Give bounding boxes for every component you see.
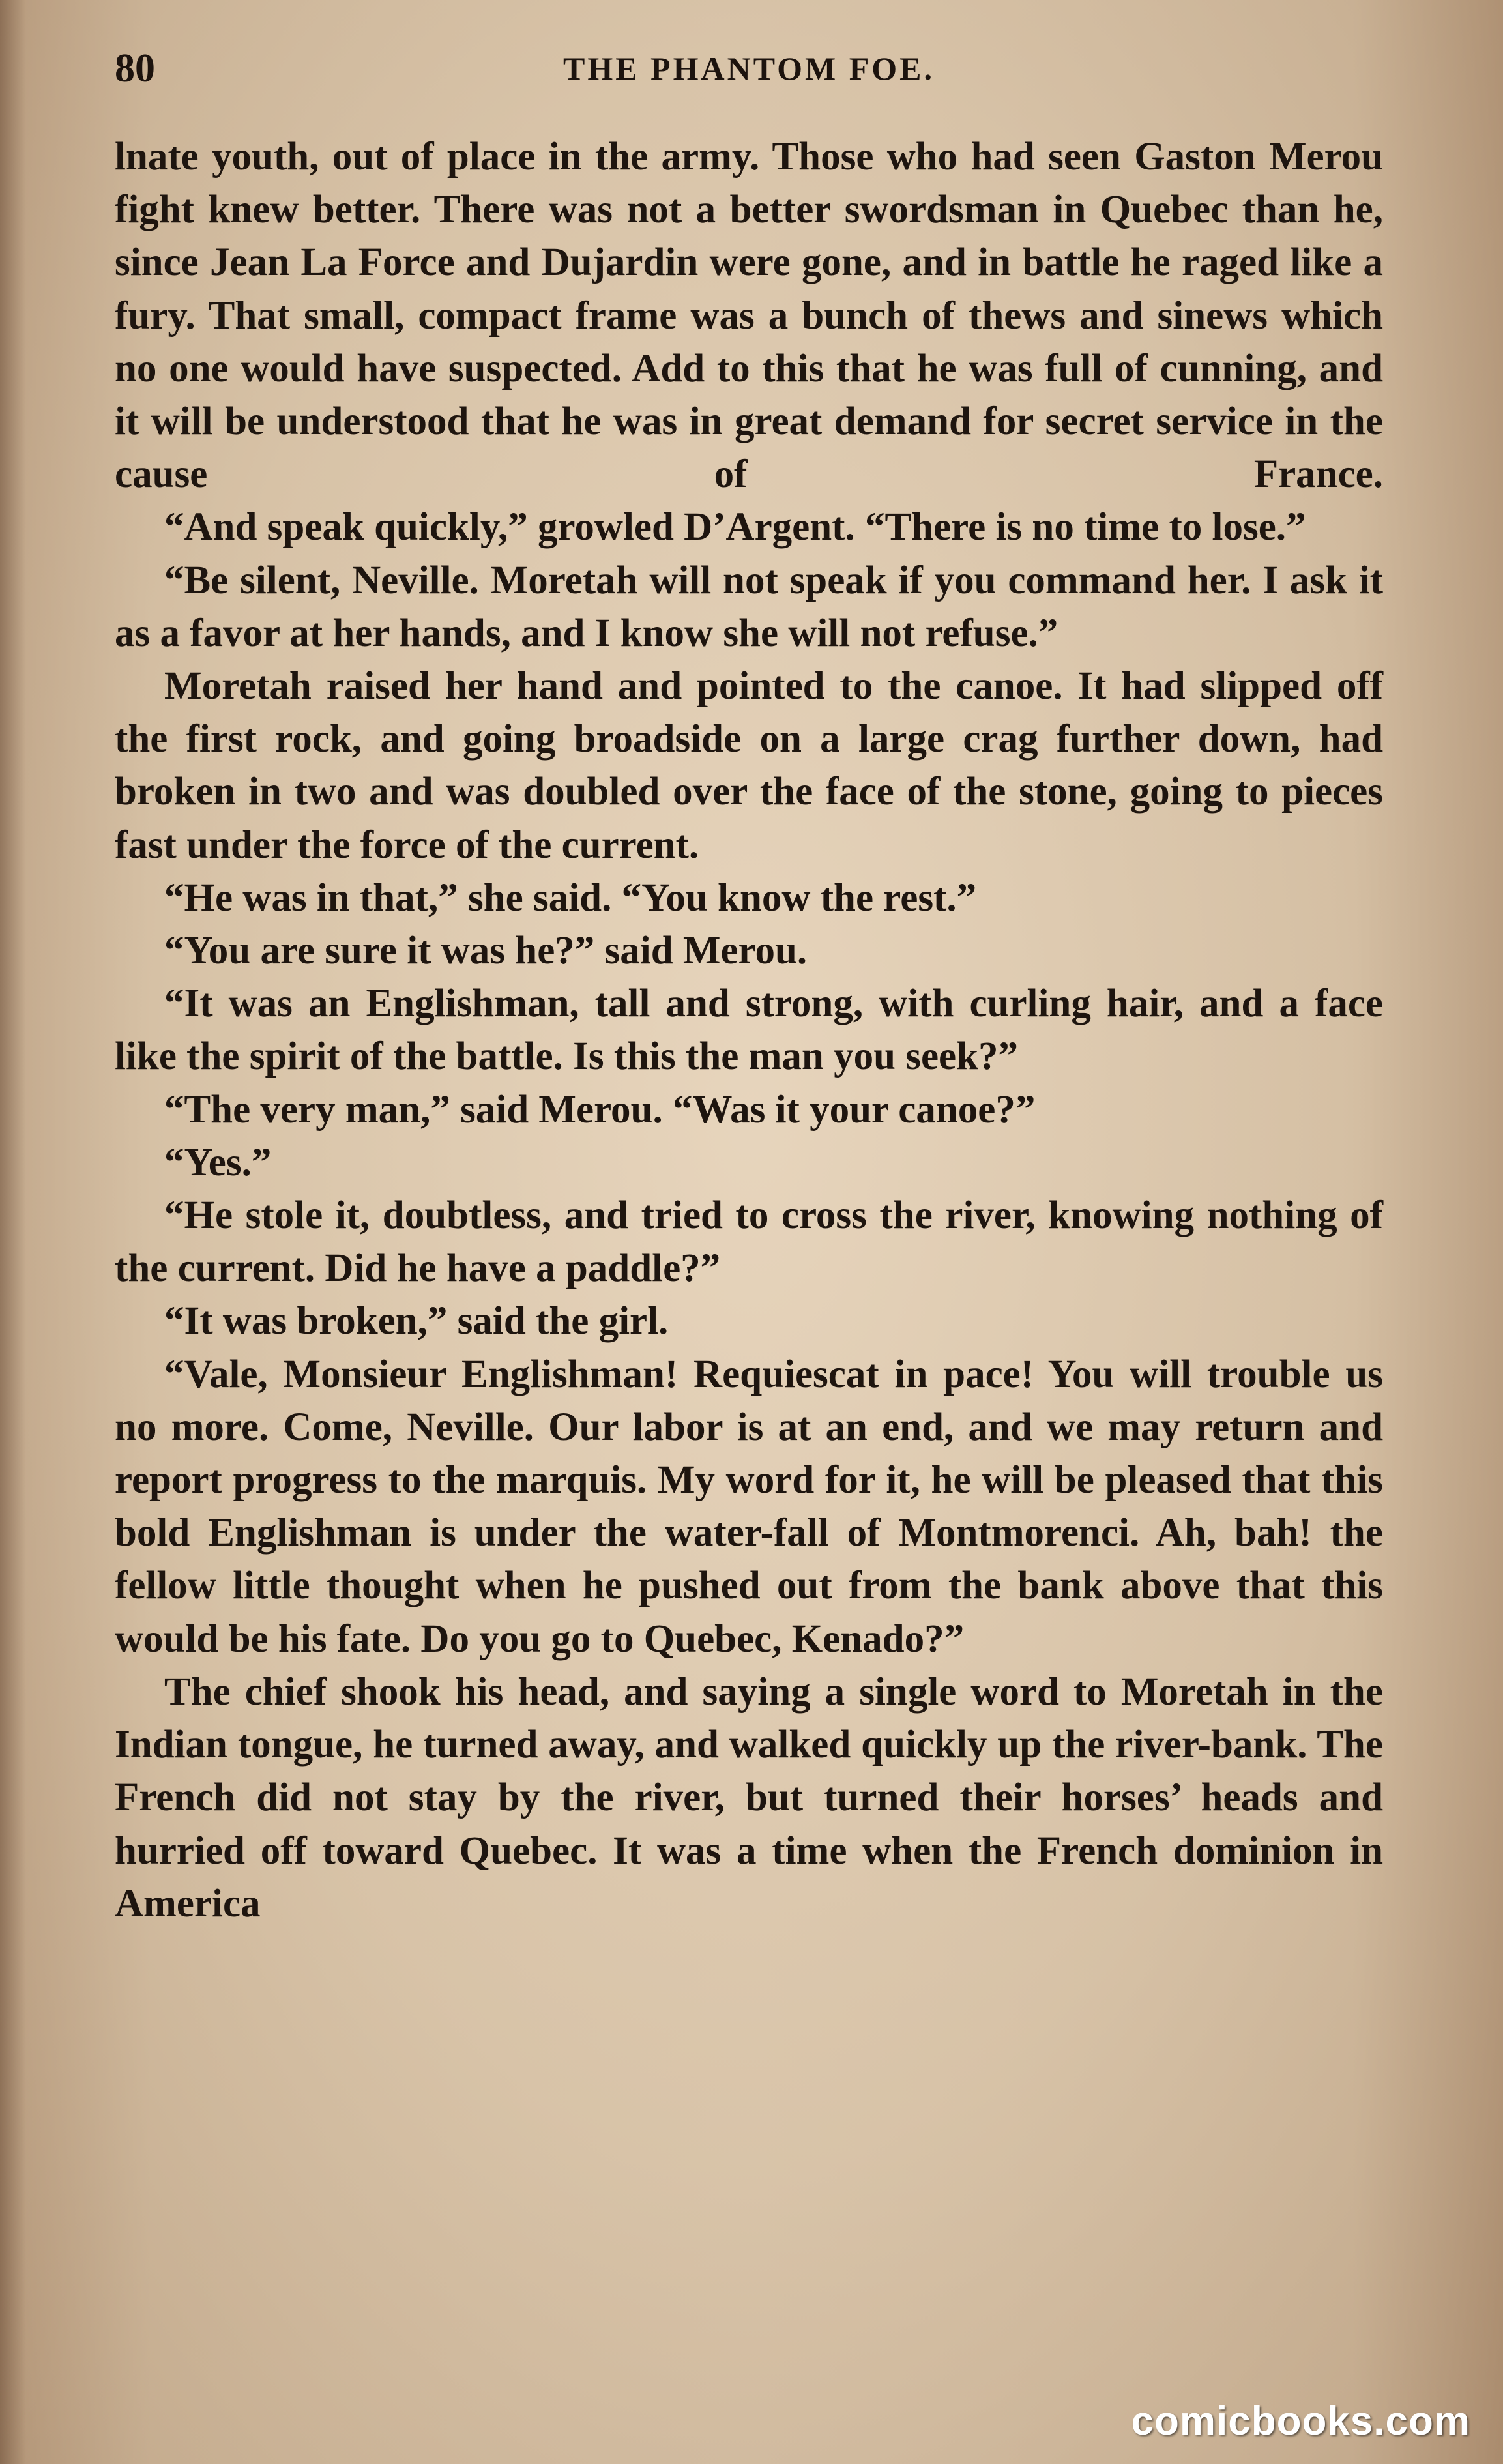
paragraph-3: “Be silent, Neville. Moretah will not speak if you command her. I ask it as a favor at her hands, and I know she will not refuse.” xyxy=(115,558,1383,655)
paragraph-13: The chief shook his head, and saying a single word to Moretah in the Indian tongue, he turned away, and walked quickly up the river-bank. The French did not stay by the river, but turned their horses’ heads and hurried off toward Quebec. It was a time when the French dominion in America xyxy=(115,1669,1383,1926)
paragraph-2: “And speak quickly,” growled D’Argent. “There is no time to lose.” xyxy=(164,505,1306,550)
watermark: comicbooks.com xyxy=(1131,2399,1470,2444)
paragraph-10: “He stole it, doubtless, and tried to cross the river, knowing nothing of the current. Did he have a paddle?” xyxy=(115,1194,1383,1291)
paragraph-5: “He was in that,” she said. “You know the rest.” xyxy=(164,875,977,920)
running-head: THE PHANTOM FOE. xyxy=(562,50,935,87)
paragraph-12: “Vale, Monsieur Englishman! Requiescat in pace! You will trouble us no more. Come, Neville. Our labor is at an end, and we may return and report progress to the marquis. My word for it, he will be pleased that this bold Englishman is under the water-fall of Montmorenci. Ah, bah! the fellow little thought when he pushed out from the bank above that this would be his fate. Do you go to Quebec, Kenado?” xyxy=(115,1352,1383,1661)
page-number: 80 xyxy=(115,46,155,91)
paragraph-8: “The very man,” said Merou. “Was it your canoe?” xyxy=(164,1087,1036,1132)
paragraph-9: “Yes.” xyxy=(164,1140,272,1184)
paragraph-11: “It was broken,” said the girl. xyxy=(164,1299,669,1343)
paragraph-6: “You are sure it was he?” said Merou. xyxy=(164,929,808,973)
paragraph-1: lnate youth, out of place in the army. Those who had seen Gaston Merou fight knew better. There was not a better swordsman in Quebec than he, since Jean La Force and Dujardin were gone, and in battle he raged like a fury. That small, compact frame was a bunch of thews and sinews which no one would have suspected. Add to this that he was full of cunning, and it will be understood that he was in great demand for secret service in the cause of France. xyxy=(115,135,1383,497)
paragraph-7: “It was an Englishman, tall and strong, with curling hair, and a face like the spirit of the battle. Is this the man you seek?” xyxy=(115,982,1383,1079)
page-edge-stain xyxy=(0,0,26,2464)
paragraph-4: Moretah raised her hand and pointed to the canoe. It had slipped off the first rock, and going broadside on a large crag further down, had broken in two and was doubled over the face of the stone, going to pieces fast under the force of the current. xyxy=(115,664,1383,867)
page-header xyxy=(115,33,1383,104)
body-text xyxy=(115,130,1383,1930)
